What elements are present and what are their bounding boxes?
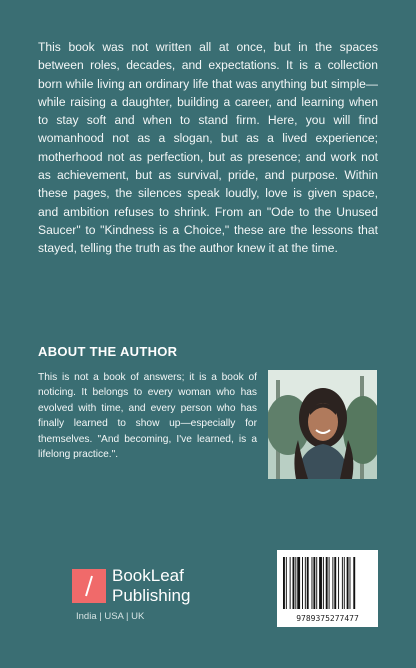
barcode-bar <box>302 557 303 609</box>
barcode-bar <box>347 557 349 609</box>
barcode-bar <box>353 557 355 609</box>
author-bio: This is not a book of answers; it is a book of noticing. It belongs to every woman who has evolved with time, and every person who has finally learned to show up—especially for themselves. "And becoming, I've learned, is a lifelong practice.". <box>38 372 257 461</box>
slash-icon <box>72 569 106 603</box>
barcode-bar <box>313 557 315 609</box>
isbn-barcode <box>277 550 378 627</box>
barcode-bar <box>293 557 295 609</box>
barcode-bars <box>283 557 372 609</box>
barcode-bar <box>329 557 330 609</box>
isbn-number: 9789375277477 <box>296 614 359 623</box>
barcode-bar <box>307 557 309 609</box>
author-photo <box>268 370 377 479</box>
about-author-heading: ABOUT THE AUTHOR <box>38 344 178 359</box>
barcode-bar <box>283 557 285 609</box>
barcode-bar <box>332 557 333 609</box>
publisher-locations: India | USA | UK <box>76 611 145 622</box>
barcode-bar <box>295 557 296 609</box>
publisher-name-line1: BookLeaf <box>112 566 184 585</box>
barcode-bar <box>338 557 339 609</box>
publisher-name-line2: Publishing <box>112 586 191 605</box>
barcode-bar <box>312 557 313 609</box>
barcode-bar <box>286 557 287 609</box>
barcode-bar <box>350 557 351 609</box>
barcode-bar <box>342 557 343 609</box>
barcode-bar <box>323 557 324 609</box>
barcode-bar <box>316 557 317 609</box>
barcode-bar <box>319 557 322 609</box>
barcode-bar <box>290 557 291 609</box>
book-blurb: This book was not written all at once, but in the spaces between roles, decades, and expectations. It is a collection born while living an ordinary life that was anything but simple—while raising a daughter, building a career, and learning when to stay soft and when to stand firm. Here, you will find womanhood not as a slogan, but as a lived experience; motherhood not as perfection, but as presence; and work not as achievement, but as survival, pride, and purpose. Within these pages, the silences speak loudly, love is given space, and ambition refuses to shrink. From an "Ode to the Unused Saucer" to "Kindness is a Choice," these are the lessons that stayed, telling the truth as the author knew it at the time. <box>38 40 378 256</box>
barcode-bar <box>305 557 306 609</box>
barcode-bar <box>297 557 300 609</box>
barcode-bar <box>334 557 336 609</box>
barcode-bar <box>326 557 328 609</box>
barcode-bar <box>344 557 345 609</box>
